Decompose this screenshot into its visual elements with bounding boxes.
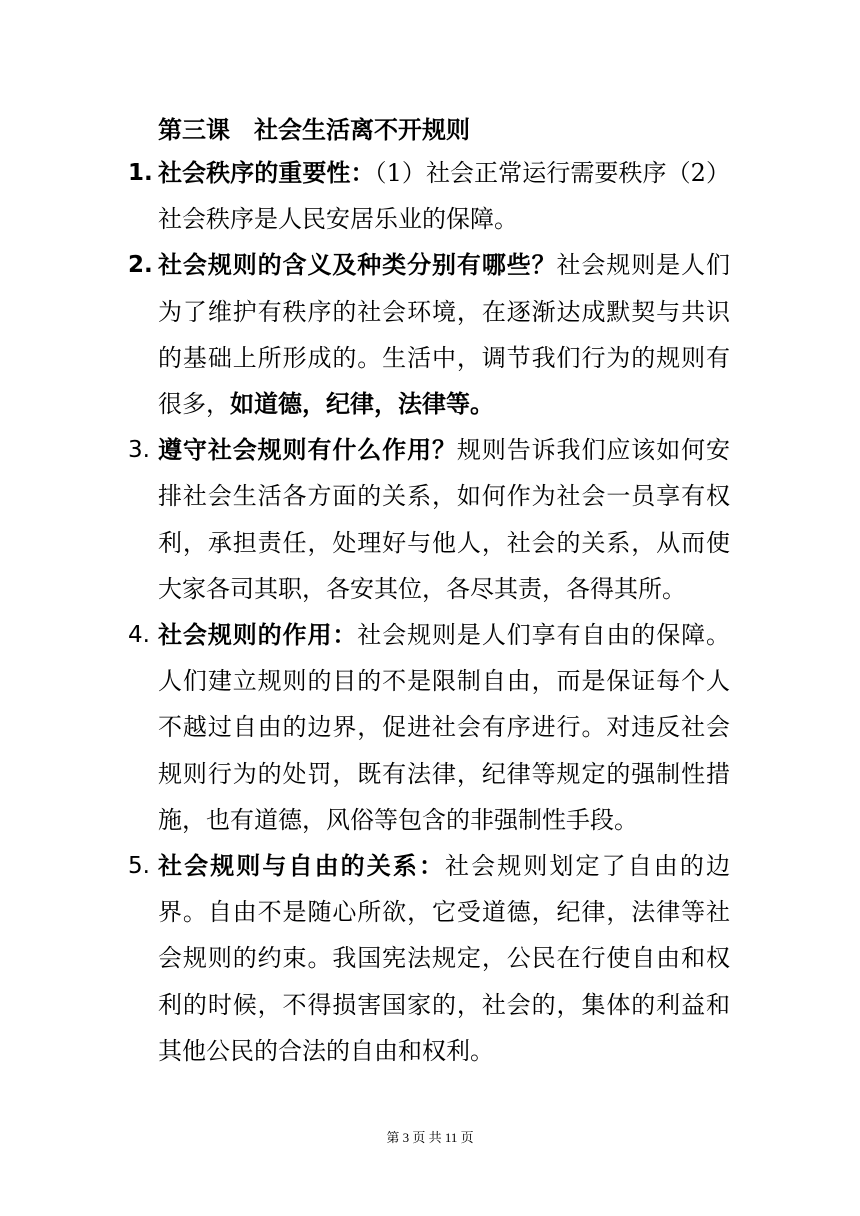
item-number: 4. <box>128 622 150 649</box>
item-body: 社会规则划定了自由的边界。自由不是随心所欲，它受道德，纪律，法律等社会规则的约束。我国宪法规定，公民在行使自由和权利的时候，不得损害国家的，社会的，集体的利益和其他公民的合法的自由和权利。 <box>158 852 730 1065</box>
item-number: 2. <box>128 252 153 279</box>
item-heading: 社会规则与自由的关系： <box>158 851 446 881</box>
list-item <box>128 427 730 612</box>
item-heading: 遵守社会规则有什么作用？ <box>158 435 457 465</box>
item-heading: 社会规则的含义及种类分别有哪些？ <box>158 250 557 280</box>
item-body: 规则告诉我们应该如何安排社会生活各方面的关系，如何作为社会一员享有权利，承担责任，处理好与他人，社会的关系，从而使大家各司其职，各安其位，各尽其责，各得其所。 <box>158 436 731 603</box>
list-item <box>128 150 730 242</box>
lesson-title: 第三课 社会生活离不开规则 <box>158 115 470 144</box>
item-number: 1. <box>128 160 153 186</box>
list-item <box>128 612 730 843</box>
item-emphasis: 如道德，纪律，法律等。 <box>230 389 494 419</box>
item-body: 社会规则是人们享有自由的保障。人们建立规则的目的不是限制自由，而是保证每个人不越过自由的边界，促进社会有序进行。对违反社会规则行为的处罚，既有法律，纪律等规定的强制性措施，也有道德，风俗等包含的非强制性手段。 <box>158 621 731 834</box>
point-list <box>128 150 730 1074</box>
page-footer: 第 3 页 共 11 页 <box>386 1130 474 1145</box>
list-item <box>128 843 730 1074</box>
item-number: 3. <box>128 437 150 464</box>
list-item <box>128 242 730 427</box>
item-body: （1）社会正常运行需要秩序（2）社会秩序是人民安居乐业的保障。 <box>158 159 730 234</box>
item-body: 社会规则是人们为了维护有秩序的社会环境，在逐渐达成默契与共识的基础上所形成的。生活中，调节我们行为的规则有很多， <box>158 251 731 419</box>
item-number: 5. <box>128 853 150 880</box>
item-heading: 社会秩序的重要性： <box>158 158 375 187</box>
item-heading: 社会规则的作用： <box>158 620 358 650</box>
